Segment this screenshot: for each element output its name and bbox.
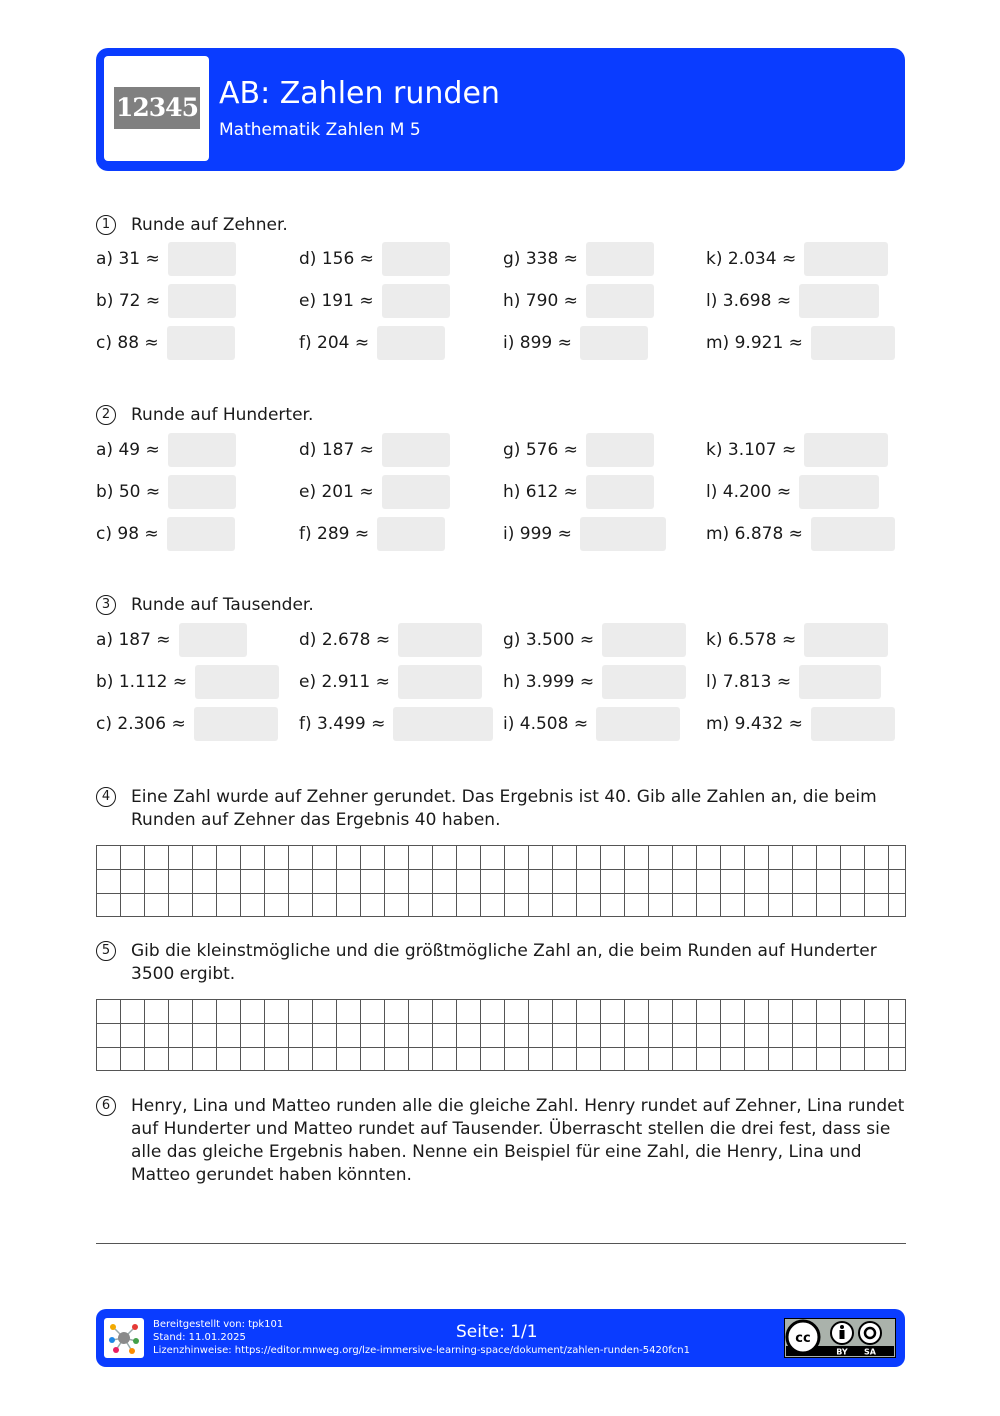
- exercise-label: e) 2.911 ≈: [299, 672, 390, 692]
- worksheet-title: AB: Zahlen runden: [219, 76, 500, 111]
- exercise-label: i) 899 ≈: [503, 333, 572, 353]
- exercise-2h: [503, 475, 654, 509]
- exercise-label: c) 2.306 ≈: [96, 714, 186, 734]
- answer-box[interactable]: [811, 707, 895, 741]
- answer-box[interactable]: [382, 284, 450, 318]
- exercise-label: g) 338 ≈: [503, 249, 578, 269]
- exercise-label: i) 999 ≈: [503, 524, 572, 544]
- worksheet-logo: [104, 56, 209, 161]
- answer-box[interactable]: [167, 517, 235, 551]
- answer-box[interactable]: [586, 475, 654, 509]
- exercise-label: d) 156 ≈: [299, 249, 374, 269]
- answer-box[interactable]: [804, 242, 888, 276]
- exercise-1l: [706, 284, 879, 318]
- answer-box[interactable]: [799, 475, 879, 509]
- answer-box[interactable]: [799, 665, 881, 699]
- answer-grid[interactable]: [96, 999, 906, 1071]
- exercise-label: f) 3.499 ≈: [299, 714, 386, 734]
- task-number-badge: 3: [96, 595, 116, 615]
- cc-by-sa-badge[interactable]: [784, 1318, 896, 1358]
- exercise-label: a) 187 ≈: [96, 630, 171, 650]
- task-instruction: Eine Zahl wurde auf Zehner gerundet. Das Ergebnis ist 40. Gib alle Zahlen an, die beim Runden auf Zehner das Ergebnis 40 haben.: [131, 787, 877, 830]
- logo-number-text: 12345: [114, 87, 200, 129]
- task-instruction: Runde auf Hunderter.: [131, 405, 314, 425]
- exercise-3g: [503, 623, 686, 657]
- task-instruction: Gib die kleinstmögliche und die größtmögliche Zahl an, die beim Runden auf Hunderter 3500 ergibt.: [131, 941, 877, 984]
- answer-box[interactable]: [811, 517, 895, 551]
- exercise-label: h) 612 ≈: [503, 482, 578, 502]
- answer-box[interactable]: [580, 517, 666, 551]
- exercise-2i: [503, 517, 666, 551]
- worksheet-header: [96, 48, 905, 171]
- exercise-label: k) 6.578 ≈: [706, 630, 797, 650]
- answer-box[interactable]: [586, 433, 654, 467]
- exercise-2d: [299, 433, 450, 467]
- exercise-2k: [706, 433, 888, 467]
- task-instruction: Runde auf Zehner.: [131, 215, 288, 235]
- exercise-1i: [503, 326, 648, 360]
- exercise-1k: [706, 242, 888, 276]
- exercise-3a: [96, 623, 247, 657]
- task-number-badge: 5: [96, 941, 116, 961]
- answer-line[interactable]: [96, 1243, 906, 1244]
- exercise-2l: [706, 475, 879, 509]
- footer-meta: [153, 1318, 690, 1357]
- answer-box[interactable]: [168, 475, 236, 509]
- exercise-2e: [299, 475, 450, 509]
- answer-box[interactable]: [377, 326, 445, 360]
- answer-box[interactable]: [586, 284, 654, 318]
- exercise-3h: [503, 665, 686, 699]
- exercise-label: e) 201 ≈: [299, 482, 374, 502]
- exercise-label: i) 4.508 ≈: [503, 714, 589, 734]
- exercise-label: c) 88 ≈: [96, 333, 159, 353]
- answer-box[interactable]: [580, 326, 648, 360]
- answer-box[interactable]: [804, 433, 888, 467]
- exercise-3c: [96, 707, 278, 741]
- provided-by: Bereitgestellt von: tpk101: [153, 1319, 284, 1330]
- exercise-2a: [96, 433, 236, 467]
- exercise-1b: [96, 284, 236, 318]
- answer-box[interactable]: [179, 623, 247, 657]
- exercise-1f: [299, 326, 445, 360]
- exercise-2b: [96, 475, 236, 509]
- exercise-2g: [503, 433, 654, 467]
- answer-box[interactable]: [168, 242, 236, 276]
- answer-box[interactable]: [602, 665, 686, 699]
- answer-box[interactable]: [382, 433, 450, 467]
- exercise-label: b) 50 ≈: [96, 482, 161, 502]
- cc-license-icon: [784, 1318, 896, 1358]
- exercise-label: g) 3.500 ≈: [503, 630, 595, 650]
- exercise-label: l) 3.698 ≈: [706, 291, 792, 311]
- exercise-3l: [706, 665, 881, 699]
- exercise-label: e) 191 ≈: [299, 291, 374, 311]
- exercise-1h: [503, 284, 654, 318]
- exercise-2m: [706, 517, 895, 551]
- answer-box[interactable]: [167, 326, 235, 360]
- task-instruction: Henry, Lina und Matteo runden alle die gleiche Zahl. Henry rundet auf Zehner, Lina rundet auf Hunderter und Matteo rundet auf Tausender. Überrascht stellen die drei fest, dass sie alle das gleiche Ergebnis haben. Nenne ein Beispiel für eine Zahl, die Henry, Lina und Matteo gerundet haben könnten.: [131, 1096, 905, 1185]
- task-number-badge: 6: [96, 1096, 116, 1116]
- task-number-badge: 2: [96, 405, 116, 425]
- svg-text:cc: cc: [795, 1331, 811, 1346]
- exercise-label: b) 72 ≈: [96, 291, 161, 311]
- exercise-label: m) 6.878 ≈: [706, 524, 803, 544]
- cc-sa-label: SA: [864, 1347, 876, 1357]
- answer-box[interactable]: [596, 707, 680, 741]
- exercise-label: m) 9.432 ≈: [706, 714, 803, 734]
- exercise-label: a) 49 ≈: [96, 440, 160, 460]
- answer-box[interactable]: [804, 623, 888, 657]
- exercise-1e: [299, 284, 450, 318]
- page-number: Seite: 1/1: [456, 1322, 538, 1342]
- exercise-1a: [96, 242, 236, 276]
- answer-box[interactable]: [398, 623, 482, 657]
- exercise-label: d) 187 ≈: [299, 440, 374, 460]
- exercise-label: b) 1.112 ≈: [96, 672, 188, 692]
- license-link[interactable]: Lizenzhinweise: https://editor.mnweg.org/lze-immersive-learning-space/dokument/zahlen-runden-5420fcn1: [153, 1345, 690, 1356]
- date-stamp: Stand: 11.01.2025: [153, 1332, 246, 1343]
- answer-box[interactable]: [799, 284, 879, 318]
- answer-box[interactable]: [195, 665, 279, 699]
- cc-by-label: BY: [836, 1347, 848, 1357]
- answer-box[interactable]: [393, 707, 493, 741]
- platform-logo: [104, 1318, 144, 1358]
- answer-box[interactable]: [377, 517, 445, 551]
- answer-box[interactable]: [602, 623, 686, 657]
- exercise-3k: [706, 623, 888, 657]
- exercise-label: d) 2.678 ≈: [299, 630, 391, 650]
- answer-box[interactable]: [811, 326, 895, 360]
- answer-box[interactable]: [194, 707, 278, 741]
- task-instruction: Runde auf Tausender.: [131, 595, 314, 615]
- exercise-label: g) 576 ≈: [503, 440, 578, 460]
- exercise-1g: [503, 242, 654, 276]
- exercise-3f: [299, 707, 493, 741]
- exercise-3i: [503, 707, 680, 741]
- exercise-label: h) 790 ≈: [503, 291, 578, 311]
- exercise-label: f) 204 ≈: [299, 333, 370, 353]
- answer-box[interactable]: [382, 242, 450, 276]
- exercise-label: k) 3.107 ≈: [706, 440, 797, 460]
- exercise-label: l) 7.813 ≈: [706, 672, 792, 692]
- task-number-badge: 1: [96, 215, 116, 235]
- exercise-label: l) 4.200 ≈: [706, 482, 792, 502]
- worksheet-subtitle: Mathematik Zahlen M 5: [219, 120, 421, 140]
- exercise-label: h) 3.999 ≈: [503, 672, 595, 692]
- exercise-label: m) 9.921 ≈: [706, 333, 803, 353]
- exercise-1m: [706, 326, 895, 360]
- exercise-label: f) 289 ≈: [299, 524, 370, 544]
- answer-box[interactable]: [382, 475, 450, 509]
- exercise-3b: [96, 665, 279, 699]
- exercise-label: c) 98 ≈: [96, 524, 159, 544]
- network-logo-icon: [104, 1318, 144, 1358]
- answer-grid[interactable]: [96, 845, 906, 917]
- page-footer: [96, 1309, 905, 1367]
- task-number-badge: 4: [96, 787, 116, 807]
- exercise-2f: [299, 517, 445, 551]
- exercise-1c: [96, 326, 235, 360]
- exercise-3d: [299, 623, 482, 657]
- exercise-3m: [706, 707, 895, 741]
- answer-box[interactable]: [586, 242, 654, 276]
- exercise-label: a) 31 ≈: [96, 249, 160, 269]
- answer-box[interactable]: [168, 284, 236, 318]
- exercise-label: k) 2.034 ≈: [706, 249, 797, 269]
- exercise-2c: [96, 517, 235, 551]
- answer-box[interactable]: [398, 665, 482, 699]
- exercise-3e: [299, 665, 482, 699]
- exercise-1d: [299, 242, 450, 276]
- answer-box[interactable]: [168, 433, 236, 467]
